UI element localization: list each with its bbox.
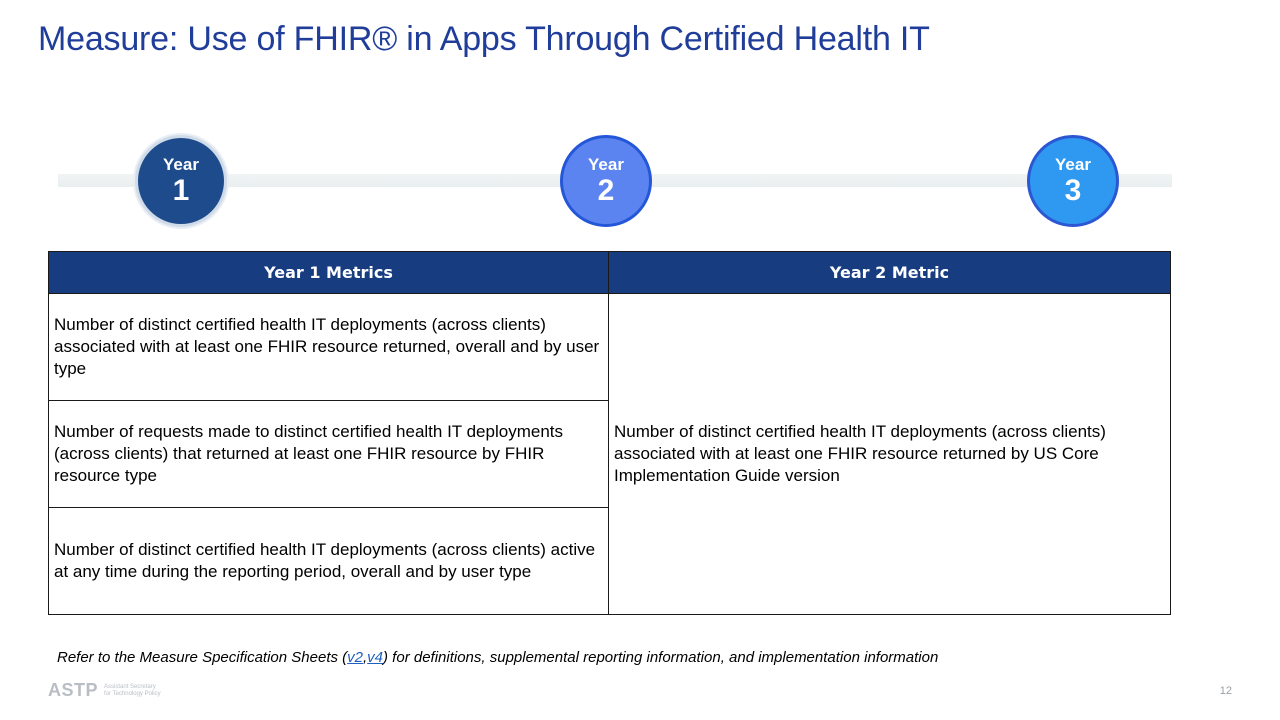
year-1-label: Year [163,155,199,174]
footnote-prefix: Refer to the Measure Specification Sheets ( [57,649,348,666]
footnote-suffix: ) for definitions, supplemental reporting information, and implementation information [383,649,939,666]
footnote [57,649,938,666]
year-1-marker [135,135,227,227]
year-1-metric-cell: Number of requests made to distinct certified health IT deployments (across clients) that returned at least one FHIR resource by FHIR resource type [49,401,609,508]
year-2-number: 2 [597,174,615,207]
year-1-metric-cell: Number of distinct certified health IT deployments (across clients) associated with at least one FHIR resource returned, overall and by user type [49,294,609,401]
logo-mark: ASTP [48,680,99,700]
logo-line-1: Assistant Secretary [104,683,156,690]
page-number: 12 [1219,685,1232,697]
year-1-metric-cell: Number of distinct certified health IT deployments (across clients) active at any time during the reporting period, overall and by user type [49,508,609,615]
year-2-label: Year [588,155,624,174]
table-header-row [49,252,1171,294]
astp-logo [48,680,184,701]
spec-sheet-v2-link[interactable]: v2 [347,649,363,666]
year-3-marker [1027,135,1119,227]
year-2-marker [560,135,652,227]
year-3-number: 3 [1064,174,1082,207]
slide-title: Measure: Use of FHIR® in Apps Through Certified Health IT [38,20,930,58]
header-year-1-metrics: Year 1 Metrics [49,252,609,294]
year-3-label: Year [1055,155,1091,174]
table-row [49,294,1171,401]
year-1-number: 1 [172,174,190,207]
footnote-separator: , [363,649,368,666]
metrics-table [48,251,1171,615]
logo-line-2: for Technology Policy [104,690,161,697]
header-year-2-metric: Year 2 Metric [609,252,1171,294]
year-2-metric-cell: Number of distinct certified health IT deployments (across clients) associated with at least one FHIR resource returned by US Core Implementation Guide version [609,294,1171,615]
logo-subtitle [104,684,184,698]
spec-sheet-v4-link[interactable]: v4 [367,649,384,666]
